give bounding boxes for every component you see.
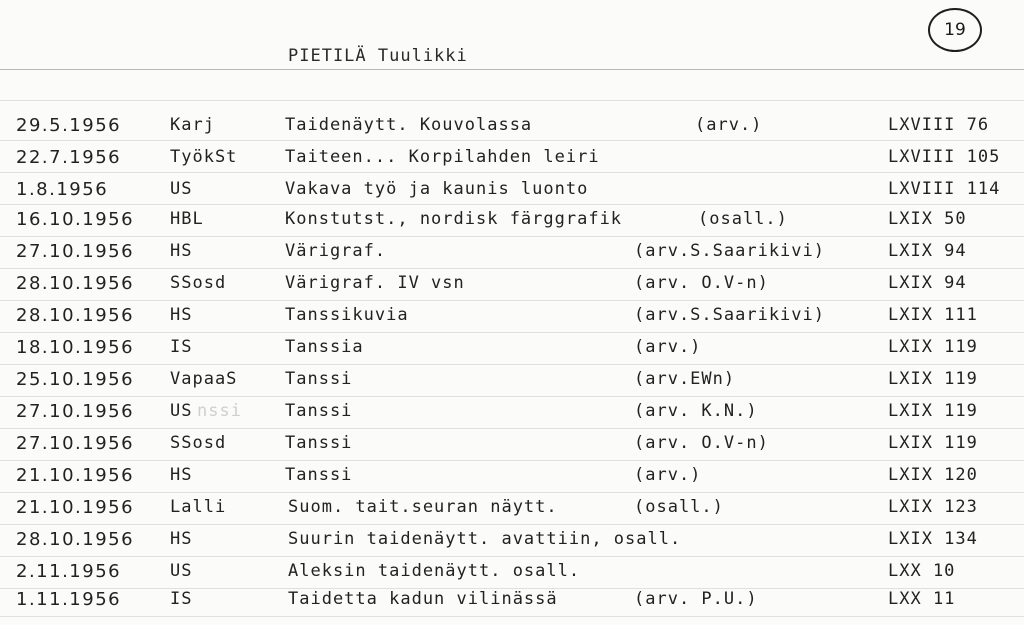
- entry-ref: LXIX 94: [888, 273, 967, 293]
- entry-title: Värigraf.: [285, 241, 387, 261]
- page-number-circle: [928, 8, 982, 52]
- entry-ref: LXIX 120: [888, 465, 978, 485]
- entry-title: Tanssi: [285, 465, 353, 485]
- entry-source: IS: [170, 337, 193, 357]
- entry-source: HS: [170, 465, 193, 485]
- entry-ref: LXIX 111: [888, 305, 978, 325]
- entry-row: [0, 115, 1024, 145]
- entry-date: 29.5.1956: [16, 115, 122, 136]
- entry-ref: LXX 10: [888, 561, 956, 581]
- entry-ref: LXIX 50: [888, 209, 967, 229]
- entry-title: Suurin taidenäytt. avattiin, osall.: [288, 529, 682, 549]
- entry-note: (arv.): [634, 465, 702, 485]
- entry-note: (osall.): [698, 209, 788, 229]
- entry-date: 21.10.1956: [16, 465, 135, 486]
- entry-note: (arv. P.U.): [634, 589, 758, 609]
- entry-note: (arv. O.V-n): [634, 273, 769, 293]
- entry-source: HS: [170, 241, 193, 261]
- entry-title: Tanssi: [285, 369, 353, 389]
- entry-title: Taidenäytt. Kouvolassa: [285, 115, 533, 135]
- entry-title: Aleksin taidenäytt. osall.: [288, 561, 581, 581]
- entry-source: US: [170, 561, 193, 581]
- entry-source: IS: [170, 589, 193, 609]
- entry-source: SSosd: [170, 433, 227, 453]
- entry-title: Taiteen... Korpilahden leiri: [285, 147, 600, 167]
- entry-row: [0, 465, 1024, 495]
- entry-row: [0, 209, 1024, 239]
- entry-date: 21.10.1956: [16, 497, 135, 518]
- entry-note: (osall.): [634, 497, 724, 517]
- entry-row: [0, 179, 1024, 209]
- entry-note: (arv. O.V-n): [634, 433, 769, 453]
- entry-row: [0, 401, 1024, 431]
- entry-date: 22.7.1956: [16, 147, 122, 168]
- entry-note: (arv.): [695, 115, 763, 135]
- entry-source: HBL: [170, 209, 204, 229]
- entry-ref: LXIX 119: [888, 369, 978, 389]
- entry-source: Lalli: [170, 497, 227, 517]
- entry-row: [0, 561, 1024, 591]
- page-number: 19: [944, 20, 966, 40]
- entry-title: Värigraf. IV vsn: [285, 273, 465, 293]
- entry-source: Karj: [170, 115, 215, 135]
- entry-source: SSosd: [170, 273, 227, 293]
- entry-date: 25.10.1956: [16, 369, 135, 390]
- entry-date: 18.10.1956: [16, 337, 135, 358]
- entry-source: HS: [170, 305, 193, 325]
- entry-title: Suom. tait.seuran näytt.: [288, 497, 558, 517]
- entry-row: [0, 147, 1024, 177]
- entry-date: 28.10.1956: [16, 273, 135, 294]
- entry-source: TyökSt: [170, 147, 238, 167]
- entry-date: 27.10.1956: [16, 433, 135, 454]
- entry-note: (arv. K.N.): [634, 401, 758, 421]
- entry-title: Taidetta kadun vilinässä: [288, 589, 558, 609]
- entry-date: 27.10.1956: [16, 401, 135, 422]
- entry-source-faded: nssi: [197, 401, 242, 421]
- entry-date: 27.10.1956: [16, 241, 135, 262]
- entry-ref: LXIX 123: [888, 497, 978, 517]
- entry-ref: LXVIII 105: [888, 147, 1001, 167]
- entry-row: [0, 273, 1024, 303]
- entry-row: [0, 529, 1024, 559]
- entry-source: HS: [170, 529, 193, 549]
- entry-title: Konstutst., nordisk färggrafik: [285, 209, 623, 229]
- entry-note: (arv.S.Saarikivi): [634, 241, 825, 261]
- entry-date: 28.10.1956: [16, 305, 135, 326]
- entry-note: (arv.): [634, 337, 702, 357]
- entry-row: [0, 433, 1024, 463]
- ruled-line: [0, 100, 1024, 101]
- entry-date: 16.10.1956: [16, 209, 135, 230]
- entry-ref: LXIX 94: [888, 241, 967, 261]
- entry-date: 28.10.1956: [16, 529, 135, 550]
- entry-title: Tanssi: [285, 401, 353, 421]
- entry-title: Tanssikuvia: [285, 305, 409, 325]
- entry-title: Tanssi: [285, 433, 353, 453]
- header-rule: [0, 69, 1024, 70]
- entry-row: [0, 497, 1024, 527]
- card-title: PIETILÄ Tuulikki: [288, 46, 468, 66]
- entry-date: 2.11.1956: [16, 561, 122, 582]
- entry-row: [0, 369, 1024, 399]
- entry-row: [0, 589, 1024, 619]
- entry-source: US: [170, 401, 193, 421]
- entry-source: US: [170, 179, 193, 199]
- entry-title: Tanssia: [285, 337, 364, 357]
- entry-ref: LXIX 119: [888, 401, 978, 421]
- entry-ref: LXIX 119: [888, 337, 978, 357]
- entry-date: 1.11.1956: [16, 589, 122, 610]
- entry-ref: LXX 11: [888, 589, 956, 609]
- entry-ref: LXVIII 114: [888, 179, 1001, 199]
- entry-row: [0, 305, 1024, 335]
- entry-row: [0, 241, 1024, 271]
- entry-title: Vakava työ ja kaunis luonto: [285, 179, 589, 199]
- entry-row: [0, 337, 1024, 367]
- entry-ref: LXIX 119: [888, 433, 978, 453]
- entry-ref: LXIX 134: [888, 529, 978, 549]
- entry-note: (arv.S.Saarikivi): [634, 305, 825, 325]
- entry-ref: LXVIII 76: [888, 115, 990, 135]
- entry-date: 1.8.1956: [16, 179, 109, 200]
- entry-source: VapaaS: [170, 369, 238, 389]
- entry-note: (arv.EWn): [634, 369, 736, 389]
